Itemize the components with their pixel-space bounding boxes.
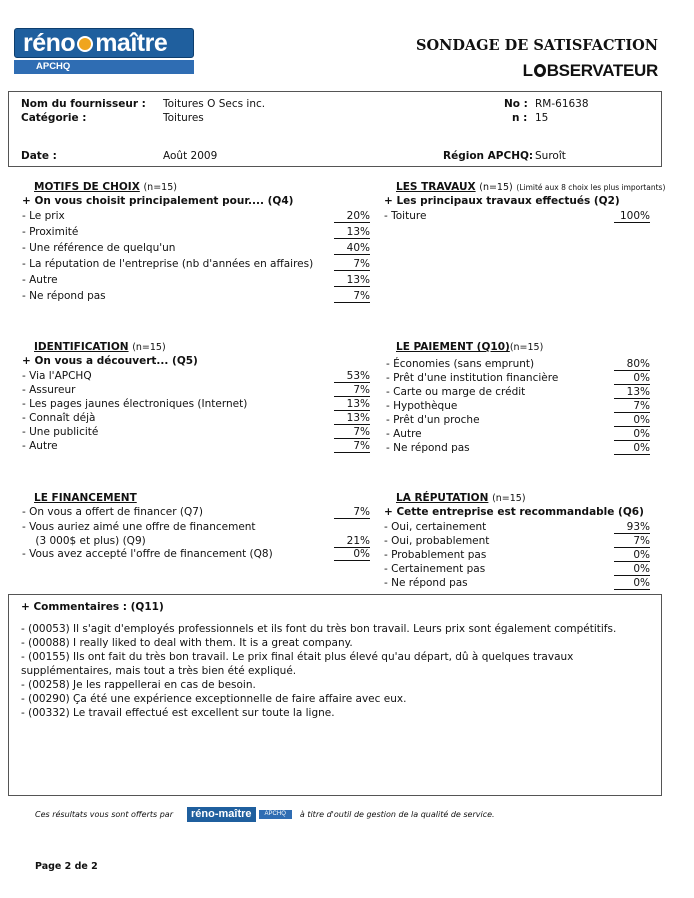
list-item: - Proximité 13% (22, 226, 370, 238)
brand-o-icon (534, 64, 546, 77)
n-value: 15 (535, 112, 549, 124)
list-item: - Vous avez accepté l'offre de financement (Q8) 0% (22, 548, 370, 560)
comment-item: - (00053) Il s'agit d'employés professionnels et ils font du très bon travail. Leurs prix sont également compétitifs. (21, 623, 617, 635)
travaux-n: (n=15) (479, 182, 513, 193)
identification-n: (n=15) (132, 342, 166, 353)
paiement-title (386, 341, 666, 355)
date-label: Date : (21, 150, 57, 162)
travaux-note: (Limité aux 8 choix les plus importants) (516, 183, 666, 192)
motifs-title (22, 181, 362, 195)
list-item: - Économies (sans emprunt) 80% (386, 358, 650, 370)
footer-logo (187, 807, 292, 822)
travaux-title-text: LES TRAVAUX (396, 181, 476, 193)
brand-after: BSERVATEUR (546, 61, 658, 80)
motifs-section (22, 181, 370, 304)
list-item: - La réputation de l'entreprise (nb d'années en affaires) 7% (22, 258, 370, 270)
logo-sub-bar (14, 60, 194, 74)
reputation-n: (n=15) (492, 493, 526, 504)
region-label: Région APCHQ: (443, 150, 534, 162)
list-item: - Connaît déjà 13% (22, 412, 370, 424)
reputation-title-text: LA RÉPUTATION (396, 492, 489, 504)
footer-logo-sub: APCHQ (259, 810, 292, 819)
logo-circle-icon (77, 36, 93, 52)
travaux-question: + Les principaux travaux effectués (Q2) (384, 195, 620, 207)
list-item: - Oui, certainement 93% (384, 521, 650, 533)
reputation-question: + Cette entreprise est recommandable (Q6) (384, 506, 644, 518)
financement-section (22, 492, 370, 562)
category-label: Catégorie : (21, 112, 87, 124)
list-item: - Ne répond pas 7% (22, 290, 370, 302)
n-label: n : (512, 112, 528, 124)
supplier-label: Nom du fournisseur : (21, 98, 146, 110)
list-item: - Les pages jaunes électroniques (Internet) 13% (22, 398, 370, 410)
financement-title-text: LE FINANCEMENT (34, 492, 137, 504)
comment-item: - (00258) Je les rappellerai en cas de besoin. (21, 679, 256, 691)
list-item: - Assureur 7% (22, 384, 370, 396)
comment-item: - (00290) Ça été une expérience exceptionnelle de faire affaire avec eux. (21, 693, 407, 705)
motifs-question: + On vous choisit principalement pour.... (Q4) (22, 195, 294, 207)
logo-wordmark (14, 28, 194, 58)
list-item: - Hypothèque 7% (386, 400, 650, 412)
list-item: - Une publicité 7% (22, 426, 370, 438)
list-item: - Oui, probablement 7% (384, 535, 650, 547)
no-label: No : (504, 98, 528, 110)
footer-logo-text: réno-maître (187, 807, 256, 822)
region-value: Suroît (535, 150, 566, 162)
list-item: - Prêt d'une institution financière 0% (386, 372, 650, 384)
footer-after: à titre d'outil de gestion de la qualité de service. (299, 809, 495, 819)
reno-maitre-logo (14, 28, 194, 74)
list-item: - Probablement pas 0% (384, 549, 650, 561)
identification-section (22, 341, 370, 454)
document-title: SONDAGE DE SATISFACTION (415, 37, 658, 54)
paiement-title-text: LE PAIEMENT (Q10) (396, 341, 510, 353)
list-item: - Ne répond pas 0% (386, 442, 650, 454)
list-item: - Autre 7% (22, 440, 370, 452)
comment-item: - (00088) I really liked to deal with them. It is a great company. (21, 637, 353, 649)
identification-title-text: IDENTIFICATION (34, 341, 129, 353)
reputation-title (384, 492, 664, 506)
header-info-box (8, 91, 662, 167)
comments-title: + Commentaires : (Q11) (21, 601, 164, 613)
list-item: - Le prix 20% (22, 210, 370, 222)
paiement-section (386, 341, 666, 456)
comments-box (8, 594, 662, 796)
list-item: - Via l'APCHQ 53% (22, 370, 370, 382)
list-item: - Autre 13% (22, 274, 370, 286)
list-item: - Toiture 100% (384, 210, 650, 222)
observateur-brand (523, 61, 658, 81)
comment-item: - (00155) Ils ont fait du très bon travail. Le prix final était plus élevé qu'au départ, dû à quelques travaux supplémentaires, mais tout a très bien été expliqué. (21, 651, 574, 677)
list-item: - Carte ou marge de crédit 13% (386, 386, 650, 398)
brand-before: L (522, 61, 533, 80)
list-item: - Ne répond pas 0% (384, 577, 650, 589)
identification-title (22, 341, 362, 355)
motifs-n: (n=15) (143, 182, 177, 193)
travaux-title (384, 181, 664, 195)
list-item: - Prêt d'un proche 0% (386, 414, 650, 426)
identification-question: + On vous a découvert... (Q5) (22, 355, 198, 367)
footer-note (35, 806, 495, 822)
supplier-value: Toitures O Secs inc. (163, 98, 266, 110)
category-value: Toitures (163, 112, 204, 124)
logo-part1: réno (23, 29, 76, 57)
no-value: RM-61638 (535, 98, 589, 110)
reputation-section (384, 492, 664, 591)
list-item: - Vous auriez aimé une offre de financement (3 000$ et plus) (Q9) 21% (22, 521, 370, 547)
date-value: Août 2009 (163, 150, 218, 162)
logo-sub: APCHQ (36, 61, 71, 72)
financement-title (22, 492, 362, 506)
travaux-section (384, 181, 664, 224)
list-item: - Une référence de quelqu'un 40% (22, 242, 370, 254)
comment-item: - (00332) Le travail effectué est excellent sur toute la ligne. (21, 707, 335, 719)
logo-part2: maître (95, 29, 168, 57)
motifs-title-text: MOTIFS DE CHOIX (34, 181, 140, 193)
page-number: Page 2 de 2 (35, 861, 98, 872)
list-item: - On vous a offert de financer (Q7) 7% (22, 506, 370, 518)
paiement-n: (n=15) (509, 342, 544, 353)
footer-before: Ces résultats vous sont offerts par (35, 809, 173, 819)
list-item: - Autre 0% (386, 428, 650, 440)
list-item: - Certainement pas 0% (384, 563, 650, 575)
